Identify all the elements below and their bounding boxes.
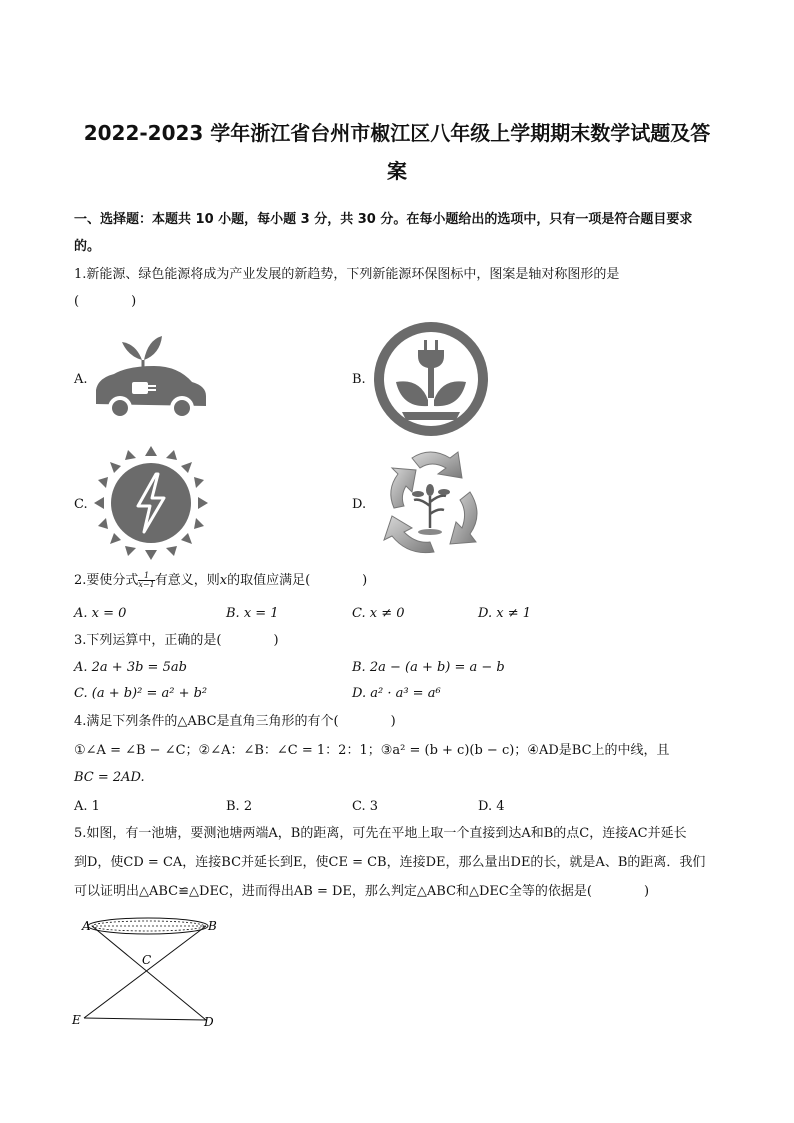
q3-option-b: B. 2a − (a + b) = a − b [352, 660, 505, 675]
q4-conditions-cont: BC = 2AD. [74, 770, 145, 785]
q3-stem: 3.下列运算中，正确的是( ) [74, 633, 279, 648]
plant-plug-icon [372, 320, 490, 438]
q2-option-c: C. x ≠ 0 [352, 606, 405, 621]
q1-option-d-label: D. [352, 497, 367, 512]
pond-diagram [66, 912, 236, 1034]
q2-option-d: D. x ≠ 1 [478, 606, 531, 621]
q2-option-a: A. x = 0 [74, 606, 127, 621]
q1-option-b-label: B. [352, 372, 366, 387]
q4-stem: 4.满足下列条件的△ABC是直角三角形的有个( ) [74, 714, 396, 729]
q4-conditions: ①∠A = ∠B − ∠C；②∠A：∠B：∠C = 1：2：1；③a² = (b + c)(b − c)；④AD是BC上的中线，且 [74, 743, 670, 758]
q3-option-c: C. (a + b)² = a² + b² [74, 686, 208, 701]
q1-paren: ( ) [74, 294, 137, 309]
section-heading-line1: 一、选择题：本题共 10 小题，每小题 3 分，共 30 分。在每小题给出的选项中，只有一项是符合题目要求 [74, 212, 693, 227]
q4-option-d: D. 4 [478, 799, 505, 814]
q4-option-b: B. 2 [226, 799, 253, 814]
q4-option-a: A. 1 [74, 799, 100, 814]
section-heading-line2: 的。 [74, 239, 101, 254]
q1-option-a-label: A. [74, 372, 88, 387]
q2-fraction: $\frac{1}{x-1}$ [138, 571, 155, 589]
point-c-label: C [142, 953, 152, 967]
q3-option-a: A. 2a + 3b = 5ab [74, 660, 187, 675]
q1-option-c-label: C. [74, 497, 88, 512]
q5-line3: 可以证明出△ABC≌△DEC，进而得出AB = DE，那么判定△ABC和△DEC全等的依据是( ) [74, 884, 650, 899]
recycle-tree-icon [372, 444, 490, 562]
electric-car-icon [92, 330, 212, 425]
q4-option-c: C. 3 [352, 799, 379, 814]
point-d-label: D [204, 1015, 214, 1029]
sun-lightning-icon [92, 444, 210, 562]
q5-line2: 到D，使CD = CA，连接BC并延长到E，使CE = CB，连接DE，那么量出DE的长，就是A、B的距离．我们 [74, 855, 706, 870]
point-e-label: E [72, 1013, 81, 1027]
page-title: 2022-2023 学年浙江省台州市椒江区八年级上学期期末数学试题及答 案 [83, 121, 711, 183]
point-a-label: A [82, 919, 91, 933]
point-b-label: B [208, 919, 217, 933]
q2-option-b: B. x = 1 [226, 606, 279, 621]
q1-stem: 1.新能源、绿色能源将成为产业发展的新趋势，下列新能源环保图标中，图案是轴对称图形的是 [74, 267, 620, 282]
q2-stem: 2.要使分式 $\frac{1}{x-1}$ 有意义，则x的取值应满足( ) [74, 571, 368, 589]
q3-option-d: D. a² · a³ = a⁶ [352, 686, 441, 701]
q5-line1: 5.如图，有一池塘，要测池塘两端A，B的距离，可先在平地上取一个直接到达A和B的点C，连接AC并延长 [74, 826, 687, 841]
